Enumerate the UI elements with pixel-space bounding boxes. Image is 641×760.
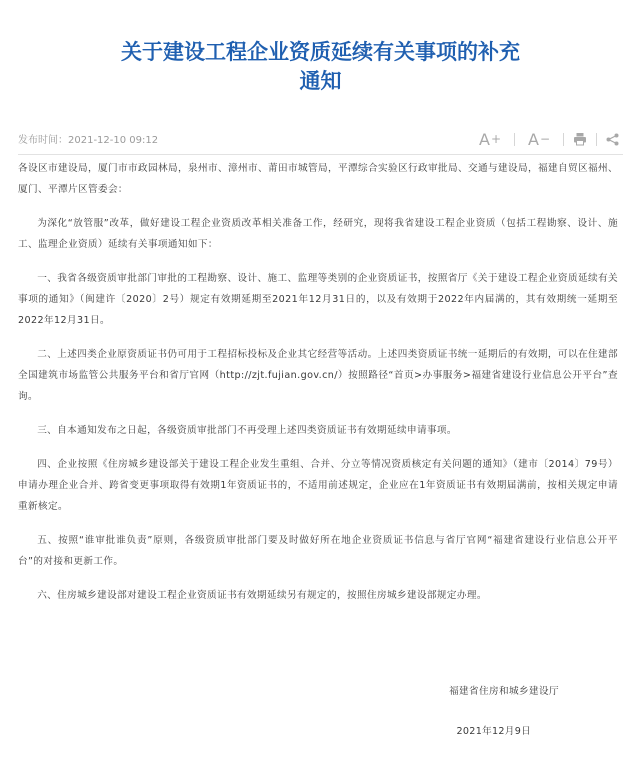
body-paragraph-item-2: 二、上述四类企业原资质证书仍可用于工程招标投标及企业其它经营等活动。上述四类资质证书统一延期后的有效期，可以在住建部全国建筑市场监管公共服务平台和省厅官网（http://zjt.fujian.gov.cn/）按照路径“首页>办事服务>福建省建设行业信息公开平台”查询。: [18, 349, 618, 402]
font-smaller-sign: −: [539, 132, 550, 146]
toolbar-divider: [596, 133, 597, 146]
font-larger-sign: +: [490, 132, 501, 146]
issuer-signature: 福建省住房和城乡建设厅: [449, 686, 559, 697]
article-body: [18, 158, 618, 619]
font-larger-letter: A: [478, 129, 490, 149]
body-paragraph-item-4: 四、企业按照《住房城乡建设部关于建设工程企业发生重组、合并、分立等情况资质核定有关问题的通知》（建市〔2014〕79号）申请办理企业合并、跨省变更事项取得有效期1年资质证书的，不适用前述规定，企业应在1年资质证书有效期届满前，按相关规定申请重新核定。: [18, 459, 618, 512]
article-title-line2: 通知: [299, 69, 342, 93]
toolbar-divider: [563, 133, 564, 146]
body-paragraph-item-3: 三、自本通知发布之日起，各级资质审批部门不再受理上述四类资质证书有效期延续申请事项。: [37, 425, 457, 436]
print-icon[interactable]: [573, 124, 587, 154]
share-icon[interactable]: [606, 124, 619, 154]
issue-date: 2021年12月9日: [456, 726, 531, 737]
body-paragraph-item-6: 六、住房城乡建设部对建设工程企业资质证书有效期延续另有规定的，按照住房城乡建设部规定办理。: [37, 590, 487, 601]
article-meta-bar: [18, 124, 623, 155]
font-larger-icon[interactable]: [475, 124, 505, 154]
toolbar-divider: [514, 133, 515, 146]
body-paragraph-item-5: 五、按照“谁审批谁负责”原则，各级资质审批部门要及时做好所在地企业资质证书信息与省厅官网“福建省建设行业信息公开平台”的对接和更新工作。: [18, 535, 618, 567]
font-smaller-letter: A: [527, 129, 539, 149]
body-paragraph-addressee: 各设区市建设局，厦门市市政园林局，泉州市、漳州市、莆田市城管局，平潭综合实验区行政审批局、交通与建设局，福建自贸区福州、厦门、平潭片区管委会：: [18, 163, 618, 195]
body-paragraph-intro: 为深化“放管服”改革，做好建设工程企业资质改革相关准备工作，经研究，现将我省建设工程企业资质（包括工程勘察、设计、施工、监理企业资质）延续有关事项通知如下：: [18, 218, 618, 250]
publish-time: 发布时间：2021-12-10 09:12: [18, 135, 159, 146]
article-toolbar: [475, 124, 619, 154]
font-smaller-icon[interactable]: [524, 124, 554, 154]
body-paragraph-item-1: 一、我省各级资质审批部门审批的工程勘察、设计、施工、监理等类别的企业资质证书，按照省厅《关于建设工程企业资质延续有关事项的通知》（闽建许〔2020〕2号）规定有效期延期至2021年12月31日的，以及有效期于2022年内届满的，其有效期统一延期至2022年12月31日。: [18, 273, 618, 326]
article-title-line1: 关于建设工程企业资质延续有关事项的补充: [121, 40, 520, 64]
article-title: [40, 38, 601, 96]
